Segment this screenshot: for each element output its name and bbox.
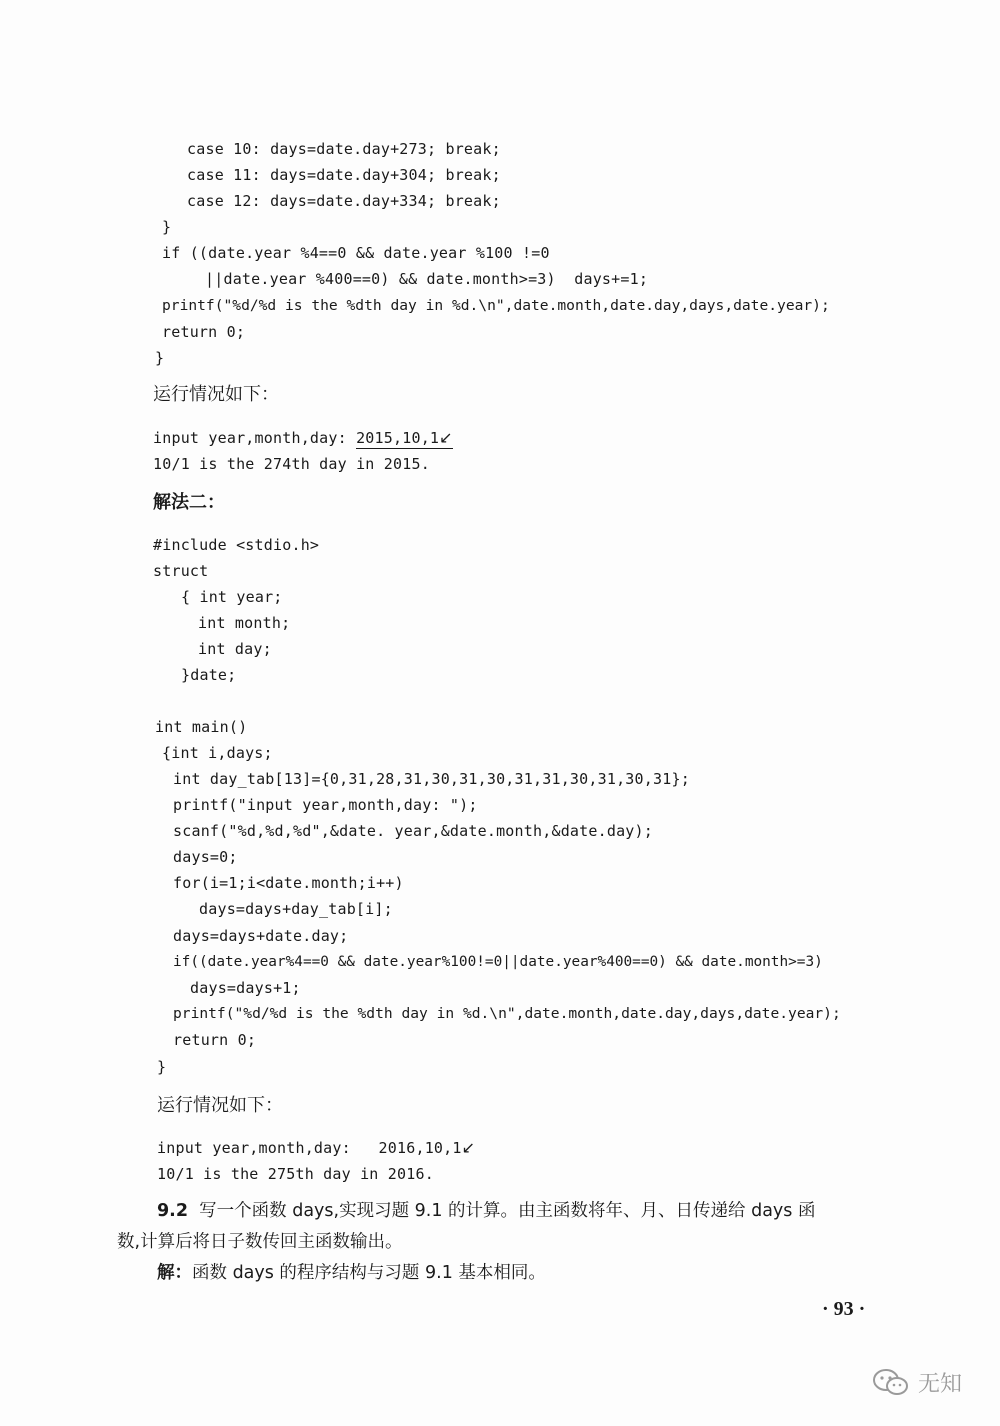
code-line: }date;	[181, 666, 237, 684]
run-heading-2: 运行情况如下：	[157, 1095, 283, 1116]
code-line: printf("%d/%d is the %dth day in %d.\n",date.month,date.day,days,date.year);	[162, 297, 830, 314]
code-line: return 0;	[162, 323, 246, 341]
code-line: }	[155, 349, 165, 367]
watermark-text: 无知	[918, 1372, 963, 1397]
code-line: case 12: days=date.day+334; break;	[187, 192, 501, 210]
solution-text: 函数 days 的程序结构与习题 9.1 基本相同。	[192, 1263, 546, 1283]
user-input-value: 2016,10,1	[378, 1139, 462, 1157]
solution-label: 解：	[157, 1263, 192, 1283]
code-line: scanf("%d,%d,%d",&date. year,&date.month,&date.day);	[173, 822, 653, 840]
exercise-number: 9.2	[157, 1201, 189, 1221]
run-input-line-1	[153, 428, 453, 448]
code-line: days=days+date.day;	[173, 927, 349, 945]
watermark	[872, 1367, 962, 1398]
code-line: case 10: days=date.day+273; break;	[187, 140, 501, 158]
code-line: printf("%d/%d is the %dth day in %d.\n",date.month,date.day,days,date.year);	[173, 1005, 841, 1022]
run-heading-1: 运行情况如下：	[153, 384, 279, 405]
enter-arrow-icon: ↙	[461, 1138, 476, 1157]
code-line: { int year;	[181, 588, 283, 606]
code-line: if((date.year%4==0 && date.year%100!=0||date.year%400==0) && date.month>=3)	[173, 954, 823, 970]
code-line: int main()	[155, 718, 248, 736]
input-prompt: input year,month,day:	[153, 429, 357, 447]
code-line: printf("input year,month,day: ");	[173, 796, 478, 814]
input-prompt: input year,month,day:	[157, 1139, 379, 1157]
exercise-line-1	[157, 1198, 815, 1224]
code-line: }	[157, 1058, 167, 1076]
code-line: {int i,days;	[162, 744, 273, 762]
run-output-line-2: 10/1 is the 275th day in 2016.	[157, 1165, 434, 1183]
code-line: int day_tab[13]={0,31,28,31,30,31,30,31,31,30,31,30,31};	[173, 770, 690, 788]
exercise-text: 写一个函数 days,实现习题 9.1 的计算。由主函数将年、月、日传递给 days 函	[199, 1201, 816, 1221]
code-line: for(i=1;i<date.month;i++)	[173, 874, 404, 892]
code-line: days=days+1;	[190, 979, 301, 997]
code-line: if ((date.year %4==0 && date.year %100 !=0	[162, 244, 550, 262]
code-line: struct	[153, 562, 209, 580]
code-line: days=0;	[173, 848, 238, 866]
code-line: days=days+day_tab[i];	[199, 900, 393, 918]
wechat-icon	[872, 1368, 910, 1398]
code-line: }	[162, 218, 172, 236]
enter-arrow-icon: ↙	[439, 428, 453, 447]
page-number: · 93 ·	[822, 1298, 866, 1320]
code-line: ||date.year %400==0) && date.month>=3) days+=1;	[205, 270, 649, 288]
code-line: case 11: days=date.day+304; break;	[187, 166, 501, 184]
solution-line	[157, 1260, 546, 1286]
code-line: #include <stdio.h>	[153, 536, 320, 554]
code-line: return 0;	[173, 1031, 257, 1049]
exercise-line-2: 数,计算后将日子数传回主函数输出。	[117, 1232, 403, 1252]
code-line: int month;	[198, 614, 291, 632]
user-input-value: 2015,10,1↙	[356, 428, 453, 447]
section-heading-method-2: 解法二：	[153, 492, 225, 513]
run-output-line-1: 10/1 is the 274th day in 2015.	[153, 455, 430, 473]
code-line: int day;	[198, 640, 272, 658]
run-input-line-2	[157, 1138, 475, 1158]
